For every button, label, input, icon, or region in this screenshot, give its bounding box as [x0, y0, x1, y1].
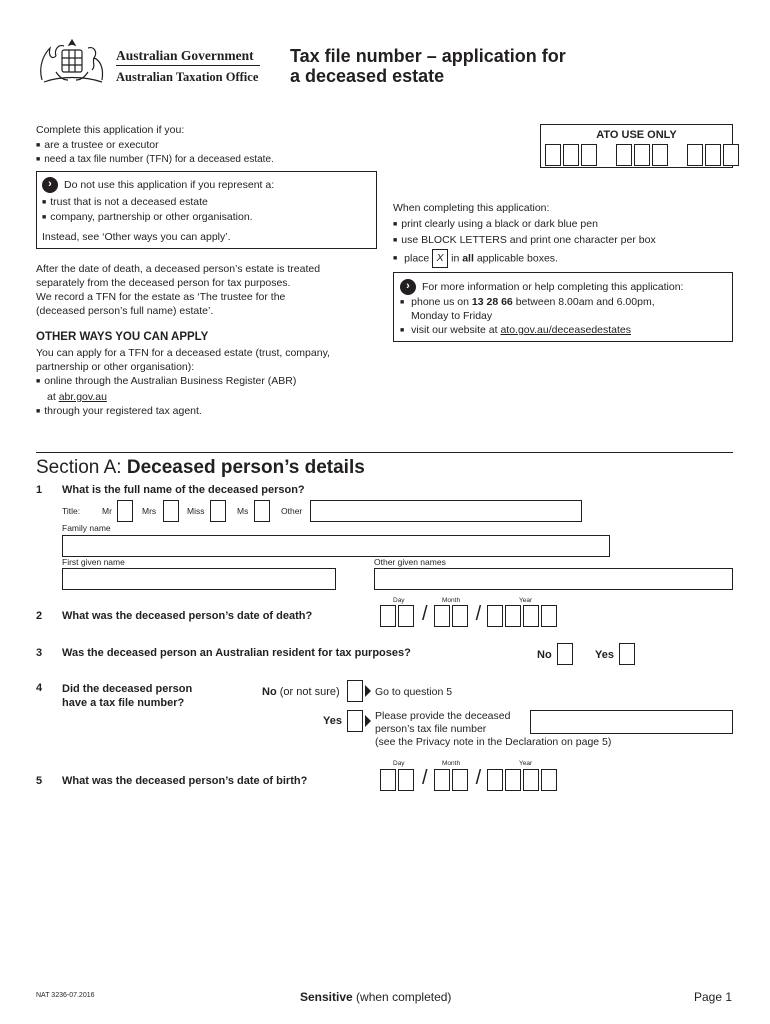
family-name-input[interactable]: [62, 535, 610, 557]
q3-no-checkbox[interactable]: [557, 643, 573, 665]
form-code: NAT 3236-07.2016: [36, 992, 95, 999]
completing-item: ■ use BLOCK LETTERS and print one character per box: [393, 234, 656, 246]
more-info-phone: ■ phone us on 13 28 66 between 8.00am and 6.00pm,: [400, 296, 655, 308]
q2-text: What was the deceased person’s date of death?: [62, 610, 313, 622]
q4-yes-label: Yes: [323, 715, 342, 727]
sensitive-notice: Sensitive (when completed): [300, 990, 452, 1004]
title-ms-label: Ms: [237, 506, 249, 516]
ato-box: [581, 144, 597, 166]
completing-item: ■ print clearly using a black or dark blue pen: [393, 218, 598, 230]
date-day-header: Day: [393, 597, 405, 604]
do-not-use-lead: › Do not use this application if you represent a:: [42, 177, 274, 193]
date-year-header: Year: [519, 760, 533, 767]
date-year-header: Year: [519, 597, 533, 604]
title-mrs-label: Mrs: [142, 506, 157, 516]
date-of-death-input[interactable]: / /: [380, 605, 559, 628]
abr-link[interactable]: abr.gov.au: [58, 391, 107, 403]
ato-box: [634, 144, 650, 166]
q5-number: 5: [36, 775, 43, 787]
q4-text: Did the deceased person have a tax file number?: [62, 683, 193, 709]
ato-website-link[interactable]: ato.gov.au/deceasedestates: [500, 324, 632, 336]
ato-box: [687, 144, 703, 166]
do-not-use-instead: Instead, see ‘Other ways you can apply’.: [42, 231, 231, 243]
title-miss-label: Miss: [187, 506, 205, 516]
title-label: Title:: [62, 506, 81, 516]
q4-yes-instructions: Please provide the deceased person’s tax file number (see the Privacy note in the Declaration on page 5): [375, 710, 612, 748]
ato-box: [705, 144, 721, 166]
date-of-birth-input[interactable]: / /: [380, 769, 559, 792]
ato-box: [723, 144, 739, 166]
q3-number: 3: [36, 647, 43, 659]
intro-item: ■ need a tax file number (TFN) for a deceased estate.: [36, 154, 274, 165]
q4-yes-checkbox[interactable]: [347, 710, 363, 732]
q4-no-checkbox[interactable]: [347, 680, 363, 702]
other-ways-text: You can apply for a TFN for a deceased estate (trust, company, partnership or other organisation): ■ online through the Australian Business Register (ABR) at abr.gov.au ■ through your registered tax agent.: [36, 346, 330, 420]
first-given-name-label: First given name: [62, 557, 125, 567]
q3-yes-checkbox[interactable]: [619, 643, 635, 665]
ato-box: [652, 144, 668, 166]
title-miss-checkbox[interactable]: [210, 500, 226, 522]
q3-no-label: No: [537, 649, 552, 661]
more-info-lead: › For more information or help completing this application:: [400, 279, 683, 295]
q3-yes-label: Yes: [595, 649, 614, 661]
sample-mark-box: X: [432, 249, 448, 268]
date-month-header: Month: [442, 760, 461, 767]
section-rule: [36, 452, 733, 453]
other-ways-heading: OTHER WAYS YOU CAN APPLY: [36, 331, 209, 343]
q4-no-label: No (or not sure): [262, 686, 340, 698]
q2-number: 2: [36, 610, 43, 622]
ato-box: [616, 144, 632, 166]
intro-lead: Complete this application if you:: [36, 124, 185, 136]
gov-line2: Australian Taxation Office: [116, 70, 259, 84]
go-to-arrow-icon: [365, 685, 371, 697]
ato-use-only-label: ATO USE ONLY: [596, 129, 677, 141]
page-title-line1: Tax file number – application for: [290, 46, 566, 66]
crest-logo: [34, 36, 110, 86]
gov-line1: Australian Government: [116, 48, 254, 63]
title-mr-checkbox[interactable]: [117, 500, 133, 522]
title-ms-checkbox[interactable]: [254, 500, 270, 522]
deceased-tfn-input[interactable]: [530, 710, 733, 734]
ato-box: [563, 144, 579, 166]
title-mrs-checkbox[interactable]: [163, 500, 179, 522]
arrow-right-icon: ›: [400, 279, 416, 295]
after-death-text: After the date of death, a deceased person’s estate is treated separately from the deceased person for tax purposes. We record a TFN for the estate as ‘The trustee for the (deceased person’s full name) estate’.: [36, 263, 321, 317]
do-not-use-item: ■ trust that is not a deceased estate: [42, 196, 208, 208]
more-info-phone-line2: Monday to Friday: [411, 310, 493, 322]
other-given-names-label: Other given names: [374, 557, 446, 567]
completing-item: ■ place X in all applicable boxes.: [393, 249, 558, 268]
family-name-label: Family name: [62, 523, 111, 533]
q5-text: What was the deceased person’s date of birth?: [62, 775, 308, 787]
completing-lead: When completing this application:: [393, 202, 550, 214]
intro-item: ■ are a trustee or executor: [36, 139, 159, 151]
more-info-web: ■ visit our website at ato.gov.au/deceasedestates: [400, 324, 631, 336]
section-a-heading: Section A: Deceased person’s details: [36, 457, 365, 478]
q3-text: Was the deceased person an Australian resident for tax purposes?: [62, 647, 411, 659]
page-number: Page 1: [694, 990, 733, 1004]
ato-use-only-box: [540, 124, 733, 168]
other-given-names-input[interactable]: [374, 568, 733, 590]
do-not-use-item: ■ company, partnership or other organisation.: [42, 211, 253, 223]
page-title-line2: a deceased estate: [290, 66, 445, 86]
first-given-name-input[interactable]: [62, 568, 336, 590]
q4-no-goto: Go to question 5: [375, 686, 453, 698]
ato-use-boxes: [545, 144, 741, 166]
ato-box: [545, 144, 561, 166]
go-to-arrow-icon: [365, 715, 371, 727]
gov-divider: [116, 65, 260, 66]
date-month-header: Month: [442, 597, 461, 604]
arrow-right-icon: ›: [42, 177, 58, 193]
q1-number: 1: [36, 484, 43, 496]
date-day-header: Day: [393, 760, 405, 767]
title-other-input[interactable]: [310, 500, 582, 522]
title-mr-label: Mr: [102, 506, 112, 516]
q1-text: What is the full name of the deceased person?: [62, 484, 305, 496]
q4-number: 4: [36, 682, 43, 694]
title-other-label: Other: [281, 506, 303, 516]
